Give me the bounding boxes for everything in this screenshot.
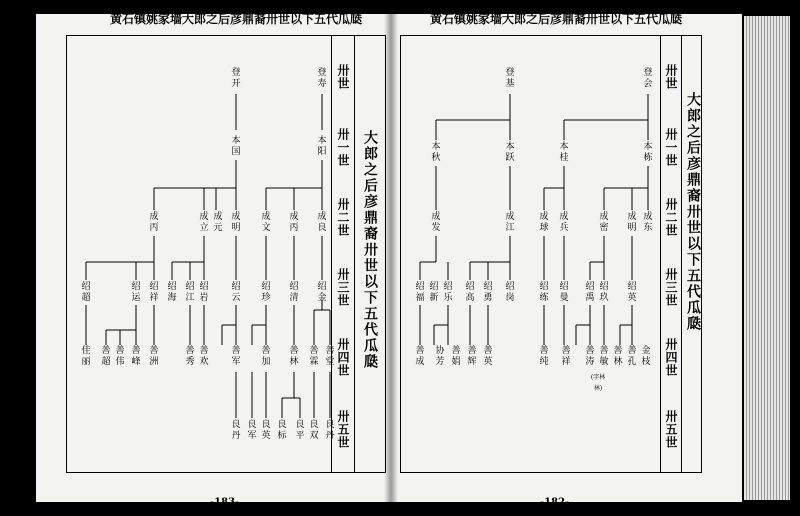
right-person: 绍岗: [505, 282, 515, 303]
left-person: 成立: [199, 212, 209, 233]
right-person: 善成: [415, 346, 425, 367]
left-person: 良军: [247, 420, 257, 441]
right-person: 绍英: [627, 282, 637, 303]
right-person: 成江: [505, 212, 515, 233]
left-person: 善堂: [325, 346, 335, 367]
left-gen-33: 卅三世: [336, 268, 350, 307]
right-vertical-title: 大郎之后彦鼎裔卅世以下五代瓜瓞: [685, 92, 701, 332]
right-header: 黄石镇姚家墙大郎之后彦鼎裔卅世以下五代瓜瓞: [430, 12, 683, 26]
left-person: 登寿: [317, 68, 327, 89]
left-person: 良丹: [231, 420, 241, 441]
left-person: 善伟: [115, 346, 125, 367]
left-gen-30: 卅世: [336, 64, 350, 90]
right-person: 本栋: [643, 142, 653, 163]
right-person: 成球: [539, 212, 549, 233]
left-person: 登开: [231, 68, 241, 89]
right-gen-32: 卅二世: [664, 198, 678, 237]
left-person: 良双: [309, 420, 319, 441]
right-person: 善孔: [627, 346, 637, 367]
left-person: 绍清: [289, 282, 299, 303]
right-person: 绍禹: [585, 282, 595, 303]
left-person: 绍岩: [199, 282, 209, 303]
right-person: 成发: [431, 212, 441, 233]
right-note: (字林林): [590, 374, 606, 392]
right-gen-35: 卅五世: [664, 410, 678, 449]
right-gen-31: 卅一世: [664, 128, 678, 167]
right-person: 善敏: [599, 346, 609, 367]
right-person: 本秋: [431, 142, 441, 163]
left-person: 善超: [101, 346, 111, 367]
right-person: 绍乐: [443, 282, 453, 303]
left-person: 成丙: [289, 212, 299, 233]
right-page-number: -182-: [540, 497, 570, 508]
left-person: 佳丽: [81, 346, 91, 367]
left-person: 善欢: [199, 346, 209, 367]
left-person: 成良: [317, 212, 327, 233]
right-person: 成明: [627, 212, 637, 233]
left-person: 善洲: [149, 346, 159, 367]
left-person: 本阳: [317, 136, 327, 157]
left-person: 善林: [289, 346, 299, 367]
left-gen-31: 卅一世: [336, 128, 350, 167]
right-person: 本跃: [505, 142, 515, 163]
left-person: 绍运: [131, 282, 141, 303]
right-gen-33: 卅三世: [664, 268, 678, 307]
right-person: 成兵: [559, 212, 569, 233]
left-person: 绍云: [231, 282, 241, 303]
right-person: 绍曼: [559, 282, 569, 303]
left-person: 本国: [231, 136, 241, 157]
right-person: 成密: [599, 212, 609, 233]
right-person: 善涛: [585, 346, 595, 367]
left-person: 绍江: [185, 282, 195, 303]
left-person: 绍海: [167, 282, 177, 303]
left-person: 善加: [261, 346, 271, 367]
left-gen-35: 卅五世: [336, 410, 350, 449]
right-person: 绍福: [415, 282, 425, 303]
right-person: 善娟: [451, 346, 461, 367]
right-person: 绍勇: [483, 282, 493, 303]
right-person: 绍玖: [599, 282, 609, 303]
left-person: 成文: [261, 212, 271, 233]
right-person: 绍练: [539, 282, 549, 303]
right-person: 登基: [505, 68, 515, 89]
right-person: 协芳: [435, 346, 445, 367]
left-person: 成元: [213, 212, 223, 233]
right-person: 绍新: [429, 282, 439, 303]
right-person: 善林: [613, 346, 623, 367]
left-person: 善秀: [185, 346, 195, 367]
left-person: 良标: [277, 420, 287, 441]
left-person: 良平: [295, 420, 305, 441]
left-person: 善峰: [131, 346, 141, 367]
left-page-number: -183-: [210, 497, 240, 508]
left-person: 良英: [261, 420, 271, 441]
right-person: 登会: [643, 68, 653, 89]
left-person: 绍珍: [261, 282, 271, 303]
left-person: 成丙: [149, 212, 159, 233]
right-person: 金枝: [641, 346, 651, 367]
left-person: 善军: [231, 346, 241, 367]
right-person: 本桂: [559, 142, 569, 163]
right-person: 绍高: [465, 282, 475, 303]
left-person: 成明: [231, 212, 241, 233]
left-person: 善霖: [309, 346, 319, 367]
left-person: 良丹: [325, 420, 335, 441]
left-gen-32: 卅二世: [336, 198, 350, 237]
right-person: 善辉: [467, 346, 477, 367]
left-person: 绍祥: [149, 282, 159, 303]
left-person: 绍超: [81, 282, 91, 303]
right-person: 成东: [643, 212, 653, 233]
left-header: 黄石镇姚家墙大郎之后彦鼎裔卅世以下五代瓜瓞: [110, 12, 363, 26]
right-gen-30: 卅世: [664, 64, 678, 90]
left-gen-34: 卅四世: [336, 338, 350, 377]
left-vertical-title: 大郎之后彦鼎裔卅世以下五代瓜瓞: [362, 130, 378, 370]
right-person: 善纯: [539, 346, 549, 367]
right-person: 善祥: [561, 346, 571, 367]
right-person: 善英: [483, 346, 493, 367]
left-person: 绍金: [317, 282, 327, 303]
right-gen-34: 卅四世: [664, 338, 678, 377]
